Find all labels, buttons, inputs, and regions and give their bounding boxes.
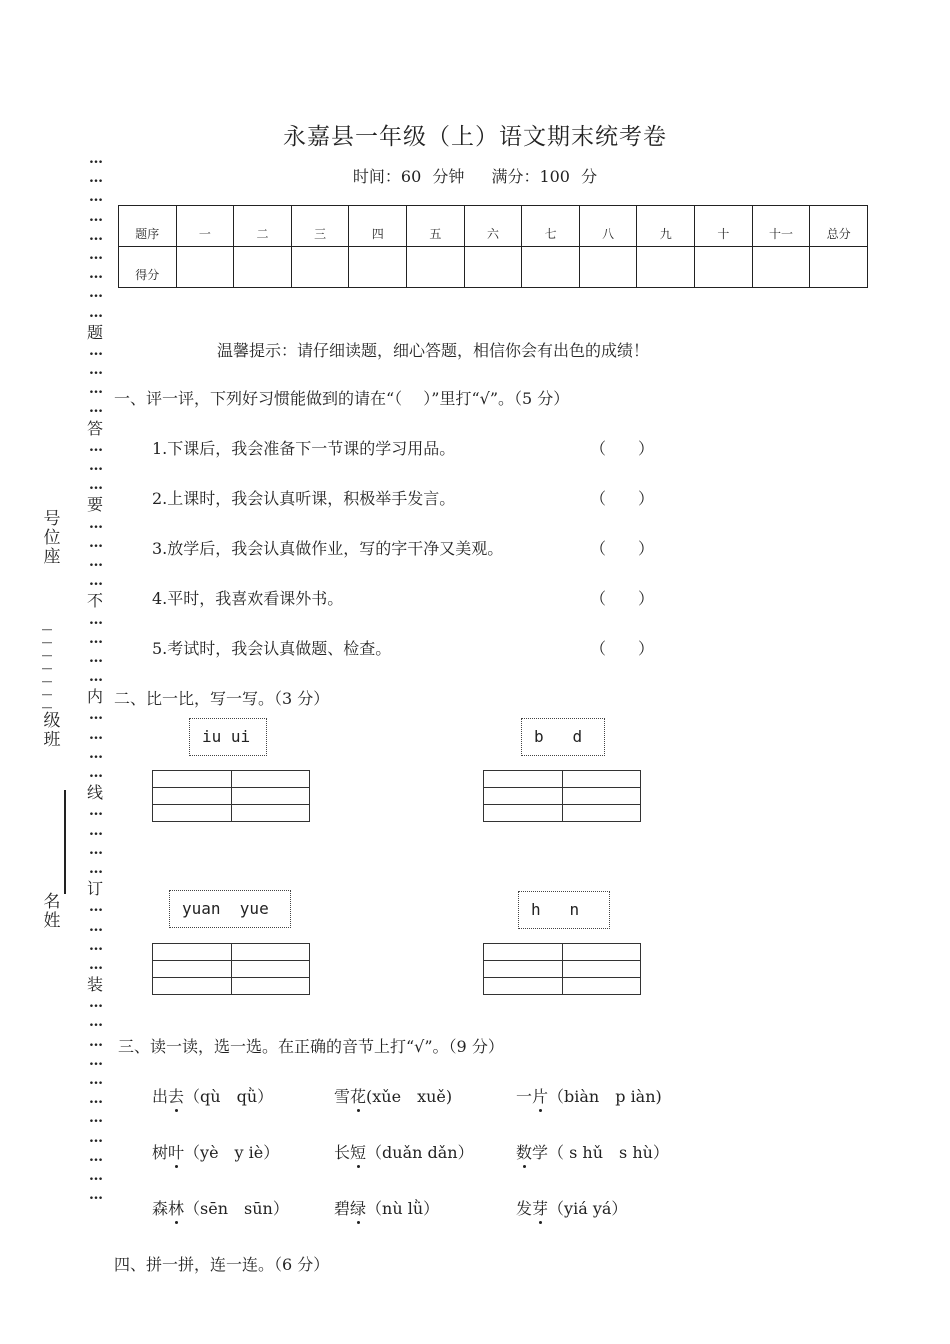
score-table-score-row (119, 247, 868, 288)
section2-heading: 二、比一比，写一写。（3 分） (114, 689, 330, 708)
margin-dots: … (89, 151, 101, 167)
seat-number-label: 号 位 座 (43, 509, 61, 567)
habit-item: 2.上课时，我会认真听课，积极举手发言。 (152, 489, 456, 508)
margin-dots: … (89, 649, 101, 666)
word-char-dotted: 绿 (350, 1199, 367, 1218)
pinyin-options: （biàn p iàn) (548, 1087, 662, 1106)
habit-answer-paren[interactable]: （ ） (590, 439, 655, 458)
score-cell[interactable] (234, 247, 292, 288)
page-title: 永嘉县一年级（上）语文期末统考卷 (283, 124, 667, 150)
word-char: 碧 (334, 1199, 351, 1218)
margin-dots: … (89, 726, 101, 743)
question-number-cell: 八 (579, 206, 637, 247)
question-number-cell: 六 (464, 206, 522, 247)
question-number-cell: 一 (176, 206, 234, 247)
word-char-dotted: 去 (168, 1087, 185, 1106)
question-number-cell: 九 (637, 206, 695, 247)
margin-dots: … (89, 246, 101, 263)
margin-dots: … (89, 765, 101, 781)
habit-answer-paren[interactable]: （ ） (590, 589, 655, 608)
score-cell[interactable] (637, 247, 695, 288)
margin-dots: … (89, 477, 101, 494)
word-pinyin-choice[interactable] (152, 1140, 279, 1163)
pinyin-options: （duǎn dǎn） (366, 1143, 474, 1162)
score-cell[interactable] (464, 247, 522, 288)
question-number-cell: 十 (695, 206, 753, 247)
score-cell[interactable] (752, 247, 810, 288)
class-label: 级 班 (43, 711, 61, 750)
word-pinyin-choice[interactable] (516, 1140, 669, 1163)
word-char-dotted: 林 (168, 1199, 185, 1218)
pinyin-compare-box: b d (521, 718, 605, 756)
word-char: 森 (152, 1199, 169, 1218)
class-blank-dashes: — — — — — — — (41, 623, 53, 714)
word-pinyin-choice[interactable] (516, 1084, 662, 1107)
pinyin-options: (xǔe xuě) (366, 1087, 453, 1106)
margin-dots: … (89, 1167, 101, 1184)
margin-dots: … (89, 1148, 101, 1165)
margin-cut-word: 答 (86, 418, 103, 438)
word-char-dotted: 花 (350, 1087, 367, 1106)
score-cell[interactable] (810, 247, 868, 288)
word-char-dotted: 片 (532, 1087, 549, 1106)
writing-grid[interactable] (152, 943, 310, 995)
score-table (118, 205, 868, 288)
margin-dots: … (89, 1072, 101, 1088)
habit-item: 1.下课后，我会准备下一节课的学习用品。 (152, 439, 456, 458)
pinyin-options: （yiá yá） (548, 1199, 628, 1218)
margin-dots: … (89, 342, 101, 359)
margin-dots: … (89, 611, 101, 628)
margin-cut-word: 订 (86, 879, 103, 899)
pinyin-compare-box: iu ui (189, 718, 267, 756)
friendly-tip: 温馨提示：请仔细读题，细心答题，相信你会有出色的成绩！ (217, 341, 650, 360)
score-cell[interactable] (349, 247, 407, 288)
score-table-head-cell: 题序 (119, 206, 177, 247)
margin-cut-word: 装 (86, 975, 103, 995)
margin-dots: … (89, 438, 101, 455)
margin-dots: … (89, 707, 101, 724)
margin-dots: … (89, 1091, 101, 1108)
score-cell[interactable] (176, 247, 234, 288)
pinyin-compare-box: yuan yue (169, 890, 291, 928)
word-pinyin-choice[interactable] (152, 1084, 273, 1107)
name-label: 名 姓 (43, 892, 61, 931)
word-char: 树 (152, 1143, 169, 1162)
margin-dots: … (89, 208, 101, 225)
margin-dots: … (89, 937, 101, 954)
margin-dots: … (89, 899, 101, 916)
score-cell[interactable] (695, 247, 753, 288)
margin-dots: … (89, 381, 101, 398)
margin-dots: … (89, 515, 101, 532)
margin-dots: … (89, 995, 101, 1012)
margin-dots: … (89, 304, 101, 321)
habit-answer-paren[interactable]: （ ） (590, 489, 655, 508)
habit-answer-paren[interactable]: （ ） (590, 639, 655, 658)
question-number-cell: 二 (234, 206, 292, 247)
margin-cut-word: 题 (86, 322, 103, 342)
question-number-cell: 七 (522, 206, 580, 247)
word-pinyin-choice[interactable] (334, 1140, 474, 1163)
question-number-cell: 十一 (752, 206, 810, 247)
habit-item: 3.放学后，我会认真做作业，写的字干净又美观。 (152, 539, 504, 558)
margin-dots: … (89, 266, 101, 283)
word-pinyin-choice[interactable] (334, 1196, 439, 1219)
margin-cut-word: 线 (86, 783, 103, 803)
score-table-header-row (119, 206, 868, 247)
word-char: 出 (152, 1087, 169, 1106)
word-pinyin-choice[interactable] (516, 1196, 627, 1219)
word-char: 发 (516, 1199, 533, 1218)
question-number-cell: 总分 (810, 206, 868, 247)
score-cell[interactable] (407, 247, 465, 288)
margin-cut-word: 不 (86, 591, 103, 611)
word-pinyin-choice[interactable] (152, 1196, 289, 1219)
word-char: 雪 (334, 1087, 351, 1106)
pinyin-options: （yè y iè） (184, 1143, 280, 1162)
habit-item: 5.考试时，我会认真做题、检查。 (152, 639, 392, 658)
margin-cut-word: 内 (86, 687, 103, 707)
margin-dots: … (89, 1033, 101, 1050)
margin-dots: … (89, 458, 101, 474)
word-char: 长 (334, 1143, 351, 1162)
question-number-cell: 三 (291, 206, 349, 247)
writing-grid[interactable] (483, 770, 641, 822)
margin-dots: … (89, 822, 101, 839)
section4-heading: 四、拼一拼，连一连。（6 分） (114, 1255, 330, 1274)
word-char-dotted: 短 (350, 1143, 367, 1162)
margin-dots: … (89, 534, 101, 551)
exam-time-score: 时间：60 分钟 满分：100 分 (352, 167, 598, 186)
margin-dots: … (89, 918, 101, 935)
margin-dots: … (89, 1110, 101, 1127)
question-number-cell: 五 (407, 206, 465, 247)
margin-dots: … (89, 170, 101, 187)
margin-dots: … (89, 630, 101, 647)
pinyin-options: （ s hǔ s hù） (548, 1143, 669, 1162)
margin-dots: … (89, 553, 101, 570)
word-pinyin-choice[interactable] (334, 1084, 452, 1107)
margin-dots: … (89, 860, 101, 877)
margin-dots: … (89, 189, 101, 206)
binding-margin-dotted-line (82, 150, 108, 1205)
margin-dots: … (89, 1129, 101, 1146)
margin-dots: … (89, 1014, 101, 1031)
margin-dots: … (89, 803, 101, 820)
margin-dots: … (89, 956, 101, 973)
margin-dots: … (89, 841, 101, 858)
section1-heading: 一、评一评，下列好习惯能做到的请在“（ ）”里打“√”。（5 分） (114, 389, 570, 408)
margin-dots: … (89, 227, 101, 244)
score-cell[interactable] (522, 247, 580, 288)
word-char: 学 (532, 1143, 549, 1162)
margin-dots: … (89, 1187, 101, 1204)
pinyin-compare-box: h n (518, 891, 610, 929)
writing-grid[interactable] (483, 943, 641, 995)
word-char-dotted: 叶 (168, 1143, 185, 1162)
margin-dots: … (89, 362, 101, 379)
margin-cut-word: 要 (86, 495, 103, 515)
habit-answer-paren[interactable]: （ ） (590, 539, 655, 558)
section3-heading: 三、读一读，选一选。在正确的音节上打“√”。（9 分） (118, 1037, 504, 1056)
margin-dots: … (89, 669, 101, 686)
margin-dots: … (89, 745, 101, 762)
habit-item: 4.平时，我喜欢看课外书。 (152, 589, 344, 608)
score-row-head-cell: 得分 (119, 247, 177, 288)
pinyin-options: （nù lǜ） (366, 1199, 440, 1218)
word-char-dotted: 数 (516, 1143, 533, 1162)
word-char: 一 (516, 1087, 533, 1106)
writing-grid[interactable] (152, 770, 310, 822)
margin-dots: … (89, 285, 101, 302)
score-cell[interactable] (291, 247, 349, 288)
margin-dots: … (89, 400, 101, 417)
name-blank-line (64, 790, 66, 894)
margin-dots: … (89, 573, 101, 590)
word-char-dotted: 芽 (532, 1199, 549, 1218)
score-cell[interactable] (579, 247, 637, 288)
pinyin-options: （qù qǜ） (184, 1087, 274, 1106)
question-number-cell: 四 (349, 206, 407, 247)
margin-dots: … (89, 1052, 101, 1069)
pinyin-options: （sēn sūn） (184, 1199, 289, 1218)
